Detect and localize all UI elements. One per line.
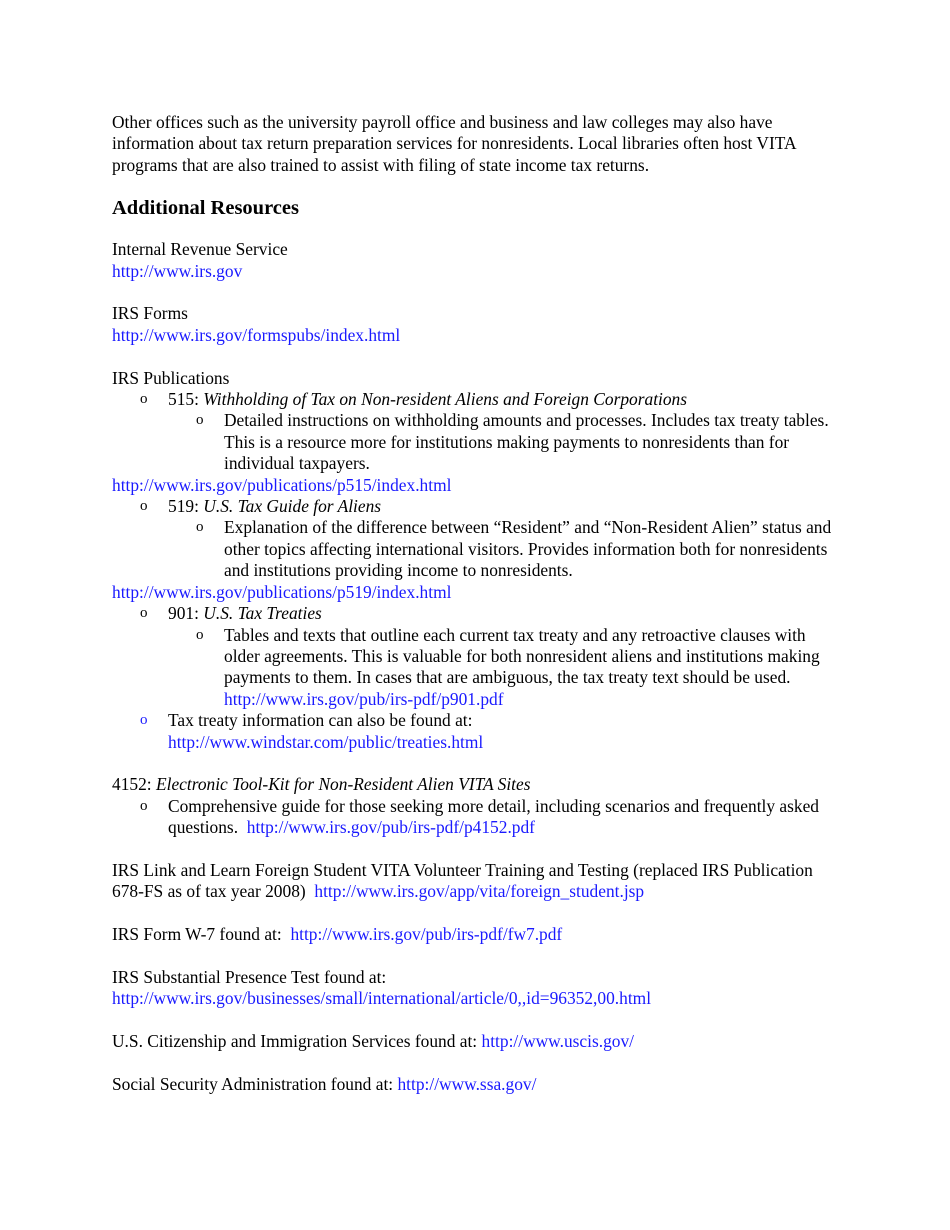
p519-desc: Explanation of the difference between “Resident” and “Non-Resident Alien” status and other topics affecting international visitors. Provides information both for nonresidents and institutions providing income to nonresidents. [224, 517, 832, 581]
uscis-link[interactable]: http://www.uscis.gov/ [481, 1031, 635, 1052]
publications-label: IRS Publications [112, 367, 230, 388]
uscis-paragraph [112, 1031, 832, 1052]
p519-number: 519: [168, 496, 199, 517]
p901-link[interactable]: http://www.irs.gov/pub/irs-pdf/p901.pdf [224, 688, 504, 709]
bullet-icon: o [140, 797, 148, 814]
p515-title: Withholding of Tax on Non-resident Aliens and Foreign Corporations [203, 389, 688, 410]
link-learn-link[interactable]: http://www.irs.gov/app/vita/foreign_student.jsp [314, 881, 645, 902]
w7-paragraph [112, 924, 832, 945]
p519-title: U.S. Tax Guide for Aliens [203, 496, 382, 517]
list-item-p519 [112, 496, 832, 517]
ssa-text: Social Security Administration found at: [112, 1073, 394, 1094]
bullet-icon: o [196, 626, 204, 643]
treaty-info-text: Tax treaty information can also be found at: [168, 710, 473, 731]
p4152-number: 4152: [112, 774, 152, 795]
p515-number: 515: [168, 389, 199, 410]
p515-link[interactable]: http://www.irs.gov/publications/p515/index.html [112, 474, 452, 495]
section-heading: Additional Resources [112, 197, 299, 220]
p519-link[interactable]: http://www.irs.gov/publications/p519/index.html [112, 581, 452, 602]
forms-link[interactable]: http://www.irs.gov/formspubs/index.html [112, 324, 401, 345]
intro-paragraph: Other offices such as the university payroll office and business and law colleges may also have information about tax return preparation services for nonresidents. Local libraries often host VITA programs that are also trained to assist with filing of state income tax returns. [112, 112, 796, 175]
ssa-link[interactable]: http://www.ssa.gov/ [397, 1073, 537, 1094]
irs-label: Internal Revenue Service [112, 239, 288, 260]
p4152-heading [112, 774, 832, 795]
p4152-desc: Comprehensive guide for those seeking more detail, including scenarios and frequently asked questions. [168, 795, 819, 838]
bullet-icon: o [140, 391, 148, 408]
treaty-info-link[interactable]: http://www.windstar.com/public/treaties.html [168, 731, 484, 752]
forms-label: IRS Forms [112, 303, 188, 324]
bullet-icon: o [140, 498, 148, 515]
list-item-p4152-desc [112, 796, 832, 839]
bullet-icon: o [140, 712, 148, 729]
link-learn-text: IRS Link and Learn Foreign Student VITA Volunteer Training and Testing (replaced IRS Publication 678-FS as of tax year 2008) [112, 859, 813, 902]
uscis-text: U.S. Citizenship and Immigration Services found at: [112, 1031, 478, 1052]
p4152-link[interactable]: http://www.irs.gov/pub/irs-pdf/p4152.pdf [246, 817, 535, 838]
list-item-p515-desc [112, 410, 832, 474]
irs-link[interactable]: http://www.irs.gov [112, 260, 243, 281]
p901-number: 901: [168, 603, 199, 624]
list-item-p901 [112, 603, 832, 624]
link-learn-paragraph [112, 860, 832, 903]
p901-title: U.S. Tax Treaties [203, 603, 322, 624]
w7-link[interactable]: http://www.irs.gov/pub/irs-pdf/fw7.pdf [290, 924, 563, 945]
spt-text: IRS Substantial Presence Test found at: [112, 966, 387, 987]
document-page [112, 112, 832, 1095]
list-item-p515 [112, 389, 832, 410]
list-item-p901-desc [112, 625, 832, 711]
ssa-paragraph [112, 1074, 832, 1095]
bullet-icon: o [196, 519, 204, 536]
w7-text: IRS Form W-7 found at: [112, 924, 282, 945]
p4152-title: Electronic Tool-Kit for Non-Resident Alien VITA Sites [155, 774, 531, 795]
bullet-icon: o [140, 605, 148, 622]
list-item-p519-desc [112, 517, 832, 581]
p901-desc: Tables and texts that outline each current tax treaty and any retroactive clauses with older agreements. This is valuable for both nonresident aliens and institutions making payments to them. In cases that are ambiguous, the tax treaty text should be used. [224, 624, 820, 688]
p515-desc: Detailed instructions on withholding amounts and processes. Includes tax treaty tables. This is a resource more for institutions making payments to nonresidents than for individual taxpayers. [224, 410, 829, 474]
bullet-icon: o [196, 412, 204, 429]
spt-link[interactable]: http://www.irs.gov/businesses/small/international/article/0,,id=96352,00.html [112, 988, 652, 1009]
list-item-treaty-info [112, 710, 832, 753]
